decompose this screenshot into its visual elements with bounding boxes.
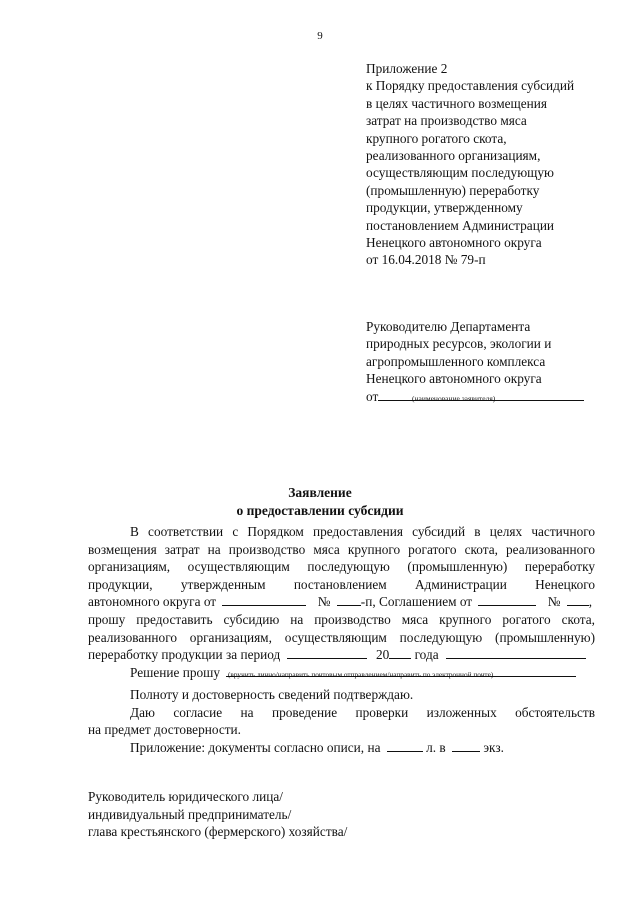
appendix-line: Приложение 2 xyxy=(366,61,448,76)
body-text: № xyxy=(317,594,331,610)
resolution-date-field[interactable] xyxy=(222,594,306,606)
delivery-method-caption: (вручить лично/направить почтовым отправлением/направить по электронной почте) xyxy=(228,670,494,679)
title-line-2: о предоставлении субсидии xyxy=(236,503,404,518)
year-field[interactable] xyxy=(389,647,411,659)
appendix-line: крупного рогатого скота, xyxy=(366,130,507,146)
addressee-line: Ненецкого автономного округа xyxy=(366,371,542,387)
body-text: года xyxy=(414,647,439,663)
appendix-line: осуществляющим последующую xyxy=(366,165,554,181)
body-line-with-fields xyxy=(88,646,595,664)
body-line: реализованного организациям, осуществляющим последующую (промышленную) xyxy=(88,629,595,645)
body-line: В соответствии с Порядком предоставления субсидий в целях частичного xyxy=(130,524,595,539)
signer-line: индивидуальный предприниматель/ xyxy=(88,806,292,822)
confirmation-block xyxy=(88,686,595,756)
appendix-header xyxy=(366,60,616,269)
signer-line: Руководитель юридического лица/ xyxy=(88,789,283,804)
appendix-line: в целях частичного возмещения xyxy=(366,95,548,111)
body-line: организациям, осуществляющим последующую (промышленную) переработку xyxy=(88,559,595,575)
appendix-line: реализованного организациям, xyxy=(366,148,541,164)
signer-block xyxy=(88,788,347,841)
period-field[interactable] xyxy=(287,647,367,659)
body-line: возмещения затрат на производство мяса крупного рогатого скота, реализованного xyxy=(88,541,595,557)
body-line-with-fields xyxy=(88,593,595,611)
appendix-line: затрат на производство мяса xyxy=(366,113,527,129)
signer-line: глава крестьянского (фермерского) хозяйства/ xyxy=(88,824,348,840)
statement-body xyxy=(88,523,595,681)
request-label: Решение прошу xyxy=(130,664,221,680)
agreement-number-field[interactable] xyxy=(567,594,589,606)
confirmation-line: Полноту и достоверность сведений подтверждаю. xyxy=(130,687,414,702)
applicant-name-caption: (наименование заявителя) xyxy=(412,394,496,403)
title-line-1: Заявление xyxy=(288,485,352,500)
document-title xyxy=(0,484,640,520)
appendix-line: к Порядку предоставления субсидий xyxy=(366,78,575,94)
addressee-line: природных ресурсов, экологии и xyxy=(366,336,552,352)
addressee-line: агропромышленного комплекса xyxy=(366,353,546,369)
body-text: 20 xyxy=(375,647,390,663)
addressee-line: Руководителю Департамента xyxy=(366,319,531,334)
body-text: , xyxy=(588,594,593,610)
body-text: № xyxy=(547,594,561,610)
addressee-block xyxy=(366,318,616,405)
body-text: автономного округа от xyxy=(88,594,217,610)
consent-line: на предмет достоверности. xyxy=(88,722,241,738)
sheets-count-field[interactable] xyxy=(387,740,423,752)
attachment-text: л. в xyxy=(426,739,446,755)
attachment-row xyxy=(88,739,595,757)
appendix-line: (промышленную) переработку xyxy=(366,182,540,198)
attachment-text: экз. xyxy=(483,739,504,755)
appendix-line: Ненецкого автономного округа xyxy=(366,235,542,251)
from-label: от xyxy=(366,388,379,404)
page-number: 9 xyxy=(317,30,323,42)
body-text: -п, Соглашением от xyxy=(360,594,473,610)
copies-count-field[interactable] xyxy=(452,740,480,752)
resolution-number-field[interactable] xyxy=(337,594,361,606)
body-text: переработку продукции за период xyxy=(88,647,281,663)
attachment-text: Приложение: документы согласно описи, на xyxy=(130,739,381,755)
period-extra-field[interactable] xyxy=(446,647,586,659)
appendix-line: продукции, утвержденному xyxy=(366,200,523,216)
consent-line: Даю согласие на проведение проверки изложенных обстоятельств xyxy=(130,704,595,720)
body-line: продукции, утвержденным постановлением Администрации Ненецкого xyxy=(88,576,595,592)
appendix-line: постановлением Администрации xyxy=(366,217,555,233)
appendix-line: от 16.04.2018 № 79-п xyxy=(366,252,486,268)
body-line: прошу предоставить субсидию на производство мяса крупного рогатого скота, xyxy=(88,611,595,627)
agreement-date-field[interactable] xyxy=(478,594,536,606)
